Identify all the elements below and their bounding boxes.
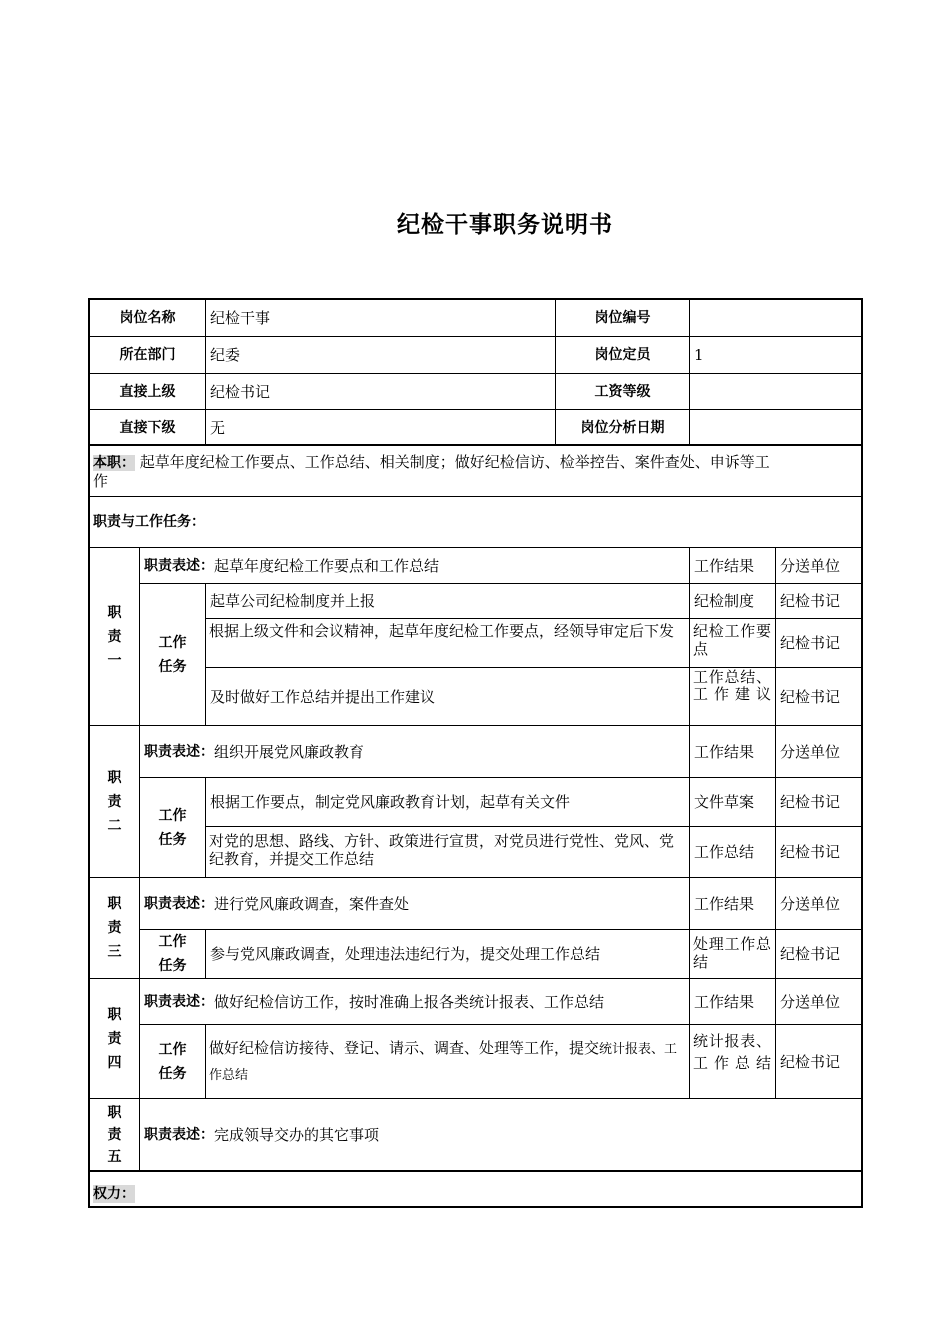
duty-4-task-1-result: 统计报表、工作总结 [689, 1024, 775, 1098]
duty-1-task-2: 根据上级文件和会议精神，起草年度纪检工作要点，经领导审定后下发 [205, 618, 689, 667]
duty-4-task-1: 做好纪检信访接待、登记、请示、调查、处理等工作，提交统计报表、工作总结 [205, 1024, 689, 1098]
duty-1-result-header: 工作结果 [689, 547, 775, 583]
core-duty-text: 起草年度纪检工作要点、工作总结、相关制度；做好纪检信访、检举控告、案件查处、申诉等工 [139, 453, 770, 471]
duty-1-task-2-recipient: 纪检书记 [775, 618, 862, 667]
core-duty-row [89, 444, 862, 496]
duty-1-desc-label: 职责表述： [144, 557, 214, 574]
headcount-value: 1 [689, 336, 862, 373]
duty-3-task-1-recipient: 纪检书记 [775, 929, 862, 978]
duty-5-desc-row [139, 1098, 862, 1171]
duty-1-task-1: 起草公司纪检制度并上报 [205, 583, 689, 618]
duty-3-desc: 进行党风廉政调查，案件查处 [214, 894, 410, 913]
headcount-label: 岗位定员 [555, 336, 689, 373]
position-no-label: 岗位编号 [555, 299, 689, 336]
duty-1-task-3-result: 工作总结、工作建议 [689, 667, 775, 725]
duty-2-desc-row [139, 725, 689, 777]
duty-4-desc-label: 职责表述： [144, 993, 214, 1010]
superior-label: 直接上级 [89, 373, 205, 409]
duty-3-task-1: 参与党风廉政调查，处理违法违纪行为，提交处理工作总结 [205, 929, 689, 978]
duty-2-task-1-result: 文件草案 [689, 777, 775, 826]
analysis-date-label: 岗位分析日期 [555, 409, 689, 445]
duty-2-task-label: 工作任务 [139, 777, 205, 877]
duty-5-desc-label: 职责表述： [144, 1127, 214, 1143]
duty-4-result-header: 工作结果 [689, 978, 775, 1024]
position-name-label: 岗位名称 [89, 299, 205, 336]
superior-value: 纪检书记 [205, 373, 555, 409]
power-row [89, 1170, 862, 1207]
duty-2-recipient-header: 分送单位 [775, 725, 862, 777]
duty-4-task-label: 工作任务 [139, 1024, 205, 1098]
duty-4-desc: 做好纪检信访工作，按时准确上报各类统计报表、工作总结 [214, 992, 605, 1011]
department-label: 所在部门 [89, 336, 205, 373]
duty-1-name-text: 职责一 [107, 604, 122, 669]
subordinate-label: 直接下级 [89, 409, 205, 445]
duty-3-task-1-result: 处理工作总结 [689, 929, 775, 978]
duty-5-name: 职责五 [89, 1098, 139, 1171]
duty-3-result-header: 工作结果 [689, 877, 775, 929]
core-duty-text-cont: 作 [93, 472, 109, 490]
duty-1-name [89, 547, 139, 725]
duty-2-task-2-result: 工作总结 [689, 826, 775, 877]
power-label: 权力： [93, 1186, 135, 1202]
duty-1-task-1-result: 纪检制度 [689, 583, 775, 618]
duty-5-desc: 完成领导交办的其它事项 [214, 1126, 380, 1144]
department-value: 纪委 [205, 336, 555, 373]
duty-3-task-label: 工作任务 [139, 929, 205, 978]
position-no-value [689, 299, 862, 336]
duty-4-desc-row [139, 978, 689, 1024]
duty-1-task-1-recipient: 纪检书记 [775, 583, 862, 618]
duty-1-task-label: 工作任务 [139, 583, 205, 725]
duty-3-desc-label: 职责表述： [144, 895, 214, 912]
duty-1-recipient-header: 分送单位 [775, 547, 862, 583]
analysis-date-value [689, 409, 862, 445]
duty-2-desc-label: 职责表述： [144, 743, 214, 760]
subordinate-value: 无 [205, 409, 555, 445]
core-duty-label: 本职： [93, 455, 135, 471]
duty-2-name: 职责二 [89, 725, 139, 877]
duty-3-recipient-header: 分送单位 [775, 877, 862, 929]
duty-2-task-2-recipient: 纪检书记 [775, 826, 862, 877]
duty-4-recipient-header: 分送单位 [775, 978, 862, 1024]
salary-grade-label: 工资等级 [555, 373, 689, 409]
duty-1-desc-row [139, 547, 689, 583]
duty-4-task-1-recipient: 纪检书记 [775, 1024, 862, 1098]
duty-1-task-3: 及时做好工作总结并提出工作建议 [205, 667, 689, 725]
duty-3-desc-row [139, 877, 689, 929]
duty-2-task-2: 对党的思想、路线、方针、政策进行宣贯，对党员进行党性、党风、党纪教育，并提交工作总结 [205, 826, 689, 877]
duty-2-result-header: 工作结果 [689, 725, 775, 777]
salary-grade-value [689, 373, 862, 409]
duty-1-desc: 起草年度纪检工作要点和工作总结 [214, 556, 440, 575]
duty-1-task-2-result: 纪检工作要点 [689, 618, 775, 667]
duty-1-task-3-recipient: 纪检书记 [775, 667, 862, 725]
duty-2-desc: 组织开展党风廉政教育 [214, 742, 365, 761]
document-title: 纪检干事职务说明书 [397, 212, 613, 238]
duty-4-name: 职责四 [89, 978, 139, 1098]
position-name-value: 纪检干事 [205, 299, 555, 336]
duty-2-task-1: 根据工作要点，制定党风廉政教育计划，起草有关文件 [205, 777, 689, 826]
duty-2-task-1-recipient: 纪检书记 [775, 777, 862, 826]
duty-3-name: 职责三 [89, 877, 139, 978]
duties-header: 职责与工作任务： [89, 496, 862, 547]
